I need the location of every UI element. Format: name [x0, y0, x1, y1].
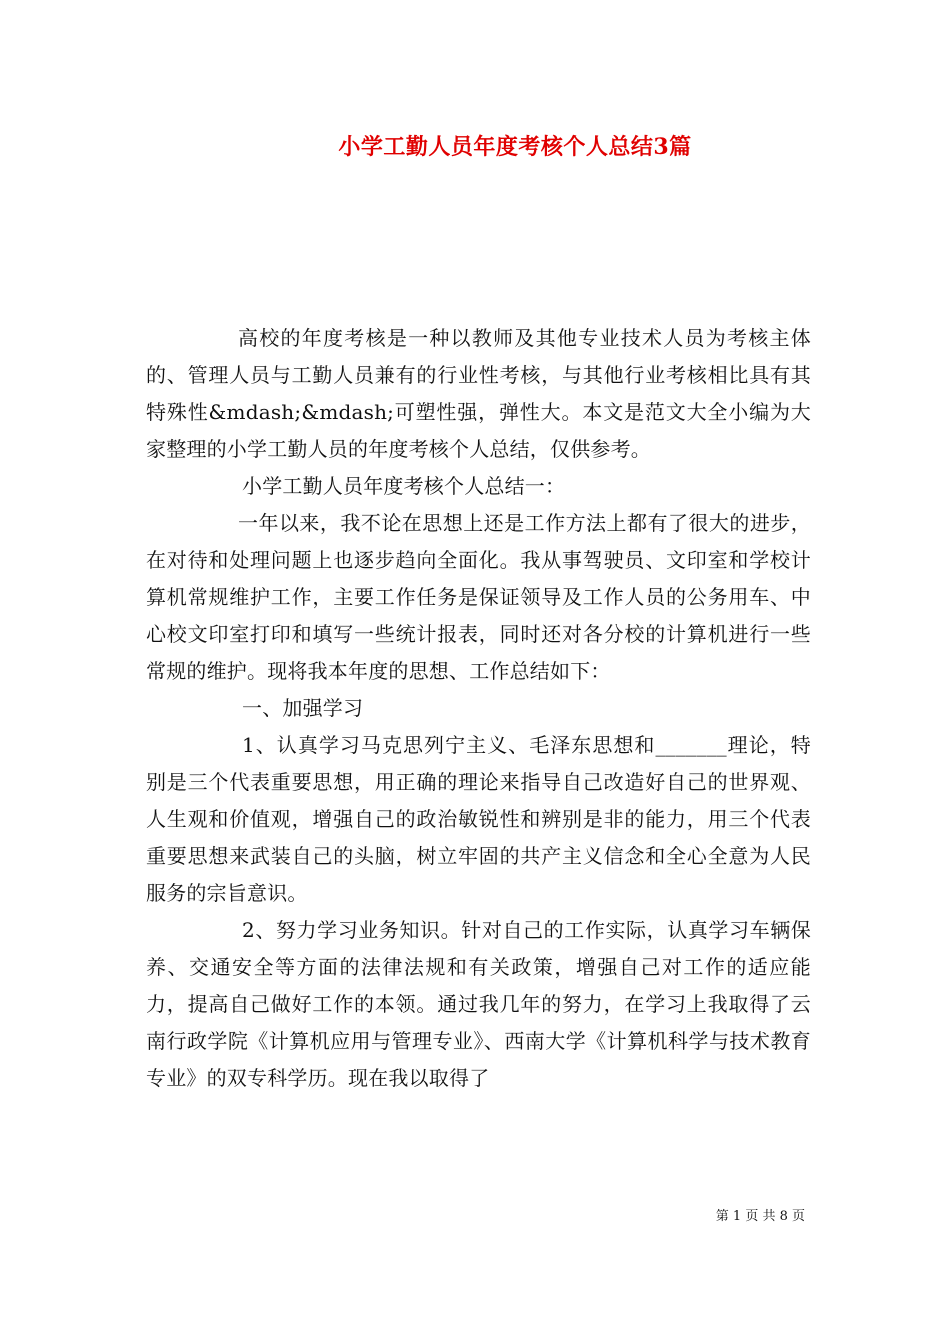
- intro-paragraph: 高校的年度考核是一种以教师及其他专业技术人员为考核主体的、管理人员与工勤人员兼有的行业性考核，与其他行业考核相比具有其特殊性&mdash;&mdash;可塑性强，弹性大。本文是范文大全小编为大家整理的小学工勤人员的年度考核个人总结，仅供参考。: [146, 326, 811, 461]
- list-paragraph-1: 1、认真学习马克思列宁主义、毛泽东思想和_______理论，特别是三个代表重要思想，用正确的理论来指导自己改造好自己的世界观、人生观和价值观，增强自己的政治敏锐性和辨别是非的能力，用三个代表重要思想来武装自己的头脑，树立牢固的共产主义信念和全心全意为人民服务的宗旨意识。: [146, 733, 811, 905]
- list-paragraph-2: 2、努力学习业务知识。针对自己的工作实际，认真学习车辆保养、交通安全等方面的法律法规和有关政策，增强自己对工作的适应能力，提高自己做好工作的本领。通过我几年的努力，在学习上我取得了云南行政学院《计算机应用与管理专业》、西南大学《计算机科学与技术教育专业》的双专科学历。现在我以取得了: [146, 918, 811, 1090]
- document-title: 小学工勤人员年度考核个人总结3篇: [338, 134, 692, 160]
- body-paragraph: 一年以来，我不论在思想上还是工作方法上都有了很大的进步，在对待和处理问题上也逐步趋向全面化。我从事驾驶员、文印室和学校计算机常规维护工作，主要工作任务是保证领导及工作人员的公务用车、中心校文印室打印和填写一些统计报表，同时还对各分校的计算机进行一些常规的维护。现将我本年度的思想、工作总结如下：: [146, 511, 811, 683]
- document-body: [146, 320, 811, 1097]
- subsection-heading: 一、加强学习: [242, 696, 364, 720]
- section-heading-one: 小学工勤人员年度考核个人总结一：: [242, 474, 566, 498]
- page-number-footer: 第 1 页 共 8 页: [715, 1209, 805, 1224]
